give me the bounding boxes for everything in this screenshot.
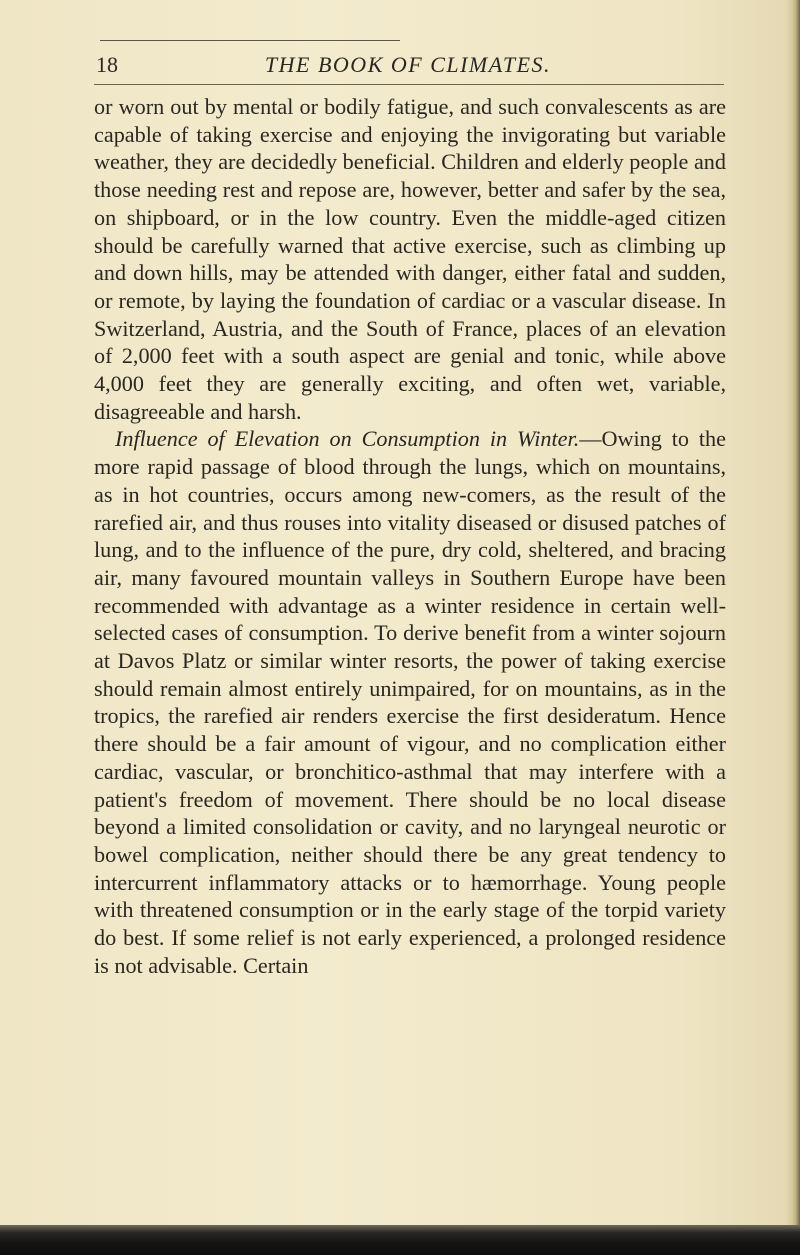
- paragraph-2: [94, 425, 726, 979]
- paragraph-2-text: —Owing to the more rapid passage of blood through the lungs, which on mountains, as in hot countries, occurs among new-comers, as the result of the rarefied air, and thus rouses into vitality diseased or disused patches of lung, and to the influence of the pure, dry cold, sheltered, and bracing air, many favoured mountain valleys in Southern Europe have been recommended with advantage as a winter residence in certain well-selected cases of consumption. To derive benefit from a winter sojourn at Davos Platz or similar winter resorts, the power of taking exercise should remain almost entirely unimpaired, for on mountains, as in the tropics, the rarefied air renders exercise the first desideratum. Hence there should be a fair amount of vigour, and no complication either cardiac, vascular, or bronchitico-asthmal that may interfere with a patient's freedom of movement. There should be no local disease beyond a limited consolidation or cavity, and no laryngeal neurotic or bowel complication, neither should there be any great tendency to intercurrent inflammatory attacks or to hæmorrhage. Young people with threatened consumption or in the early stage of the torpid variety do best. If some relief is not early experienced, a prolonged residence is not advisable. Certain: [94, 426, 726, 978]
- bottom-edge-shadow: [0, 1225, 800, 1255]
- running-title: THE BOOK OF CLIMATES.: [264, 52, 552, 77]
- page-header: [96, 52, 720, 82]
- top-rule: [100, 40, 400, 41]
- paragraph-1: or worn out by mental or bodily fatigue, and such convalescents as are capable of taking exercise and enjoying the invigorating but variable weather, they are decidedly beneficial. Children and elderly people and those needing rest and repose are, however, better and safer by the sea, on shipboard, or in the low country. Even the middle-aged citizen should be carefully warned that active exercise, such as climbing up and down hills, may be attended with danger, either fatal and sudden, or remote, by laying the foundation of cardiac or a vascular disease. In Switzerland, Austria, and the South of France, places of an elevation of 2,000 feet with a south aspect are genial and tonic, while above 4,000 feet they are generally exciting, and often wet, variable, disagreeable and harsh.: [94, 94, 726, 424]
- body-text: [94, 93, 726, 980]
- page-edge-shadow: [786, 0, 800, 1255]
- section-heading: Influence of Elevation on Consumption in Winter.: [115, 426, 580, 452]
- page-number: 18: [96, 52, 118, 77]
- header-rule: [94, 84, 724, 85]
